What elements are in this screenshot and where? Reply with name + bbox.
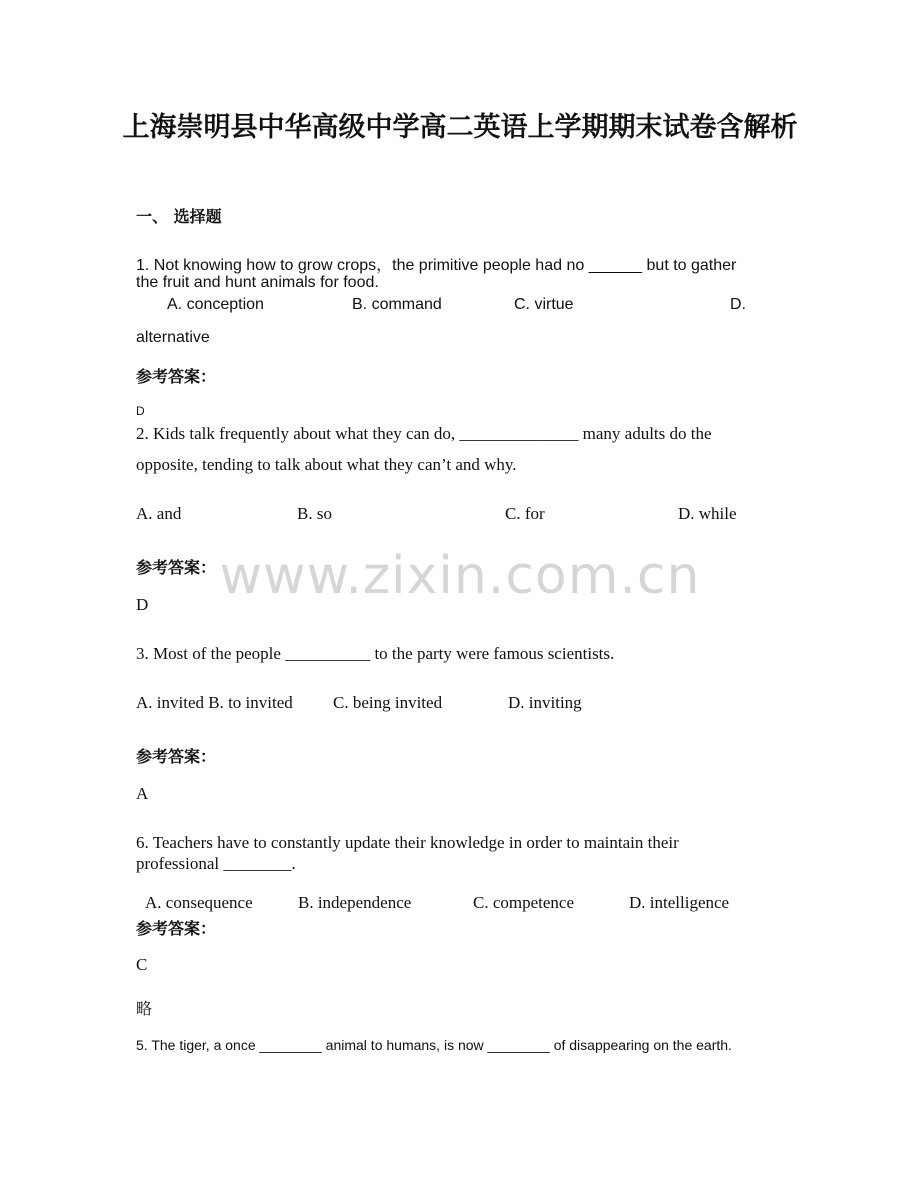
q1-answer-label: 参考答案：: [136, 367, 217, 386]
q6-option-d: D. intelligence: [629, 893, 730, 912]
q2-stem-line1: 2. Kids talk frequently about what they can do, ______________ many adults do the: [136, 424, 712, 443]
q1-option-d: D.: [730, 296, 746, 313]
q2-option-a: A. and: [136, 504, 182, 523]
q3-stem: 3. Most of the people __________ to the party were famous scientists.: [136, 644, 615, 663]
q1-stem-line1: 1. Not knowing how to grow crops，the primitive people had no ______ but to gather: [136, 257, 737, 274]
q1-answer: D: [136, 404, 145, 418]
q6-option-b: B. independence: [298, 893, 412, 912]
q3-answer: A: [136, 784, 149, 803]
section-heading: 一、 选择题: [136, 207, 222, 226]
q1-option-d-text: alternative: [136, 329, 210, 346]
q6-answer-label: 参考答案：: [136, 919, 217, 938]
q3-option-ab: A. invited B. to invited: [136, 693, 293, 712]
q1-option-a: A. conception: [167, 296, 264, 313]
q5-stem: 5. The tiger, a once ________ animal to humans, is now ________ of disappearing on the earth.: [136, 1037, 732, 1053]
q2-answer: D: [136, 595, 149, 614]
q2-option-c: C. for: [505, 504, 545, 523]
q6-option-c: C. competence: [473, 893, 575, 912]
watermark: www.zixin.com.cn: [219, 546, 701, 606]
q6-option-a: A. consequence: [145, 893, 253, 912]
q2-option-b: B. so: [297, 504, 332, 523]
q3-answer-label: 参考答案：: [136, 747, 217, 766]
q6-answer: C: [136, 955, 148, 974]
q2-stem-line2: opposite, tending to talk about what they can’t and why.: [136, 455, 517, 474]
q1-stem-line2: the fruit and hunt animals for food.: [136, 274, 379, 291]
q1-option-b: B. command: [352, 296, 442, 313]
document-title: 上海崇明县中华高级中学高二英语上学期期末试卷含解析: [122, 112, 798, 143]
q6-stem-line2: professional ________.: [136, 854, 296, 873]
q2-option-d: D. while: [678, 504, 737, 523]
q6-note: 略: [136, 999, 153, 1018]
q3-option-c: C. being invited: [333, 693, 443, 712]
q3-option-d: D. inviting: [508, 693, 582, 712]
q2-answer-label: 参考答案：: [136, 558, 217, 577]
q1-option-c: C. virtue: [514, 296, 574, 313]
q6-stem-line1: 6. Teachers have to constantly update their knowledge in order to maintain their: [136, 833, 679, 852]
